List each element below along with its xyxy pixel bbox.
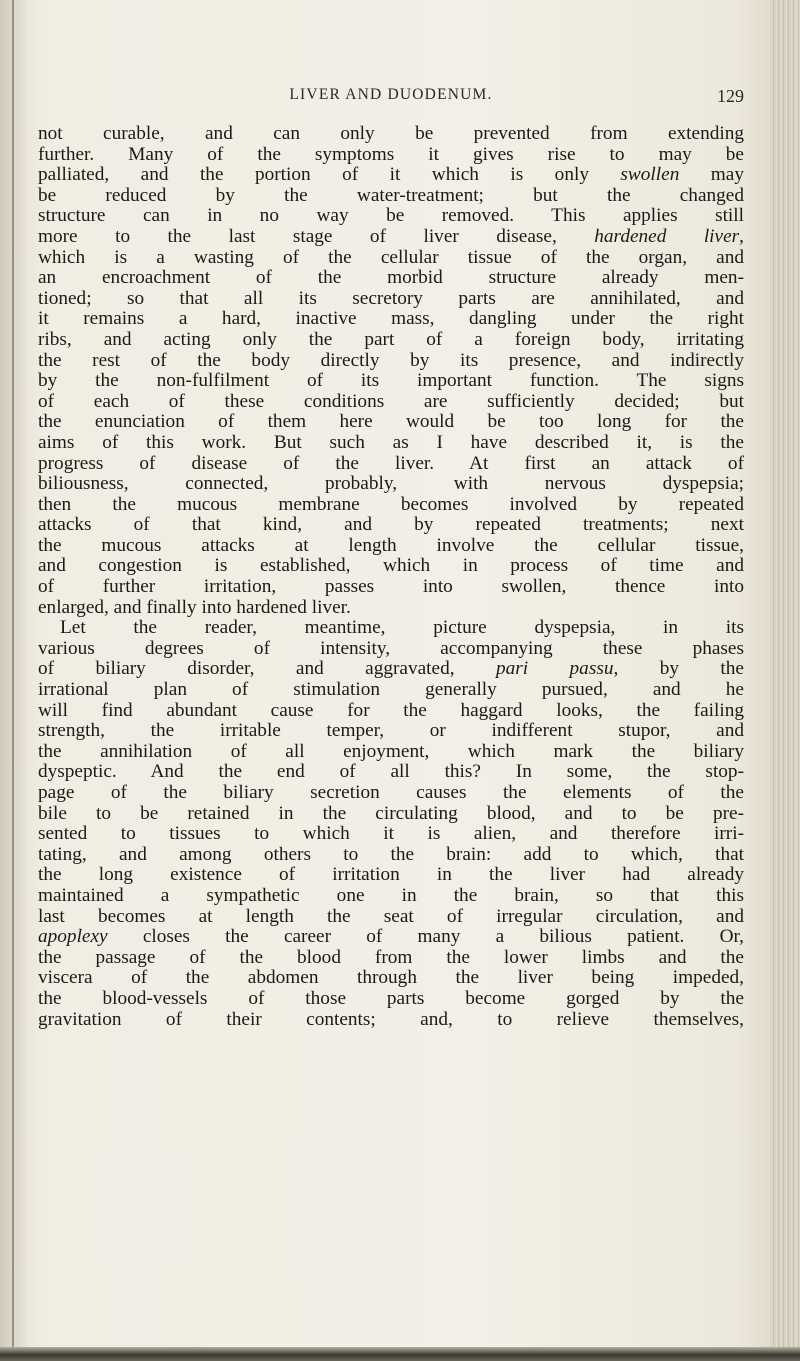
line-text: the annihilation of all enjoyment, which mark the biliary [38,741,744,762]
line-text: will find abundant cause for the haggard looks, the failing [38,700,744,721]
text-line [38,515,744,536]
text-line [38,145,744,166]
text-line [38,824,744,845]
text-line [38,618,744,639]
line-text: ribs, and acting only the part of a foreign body, irritating [38,329,744,350]
text-line [38,309,744,330]
line-text: various degrees of intensity, accompanying these phases [38,638,744,659]
line-text: which is a wasting of the cellular tissue of the organ, and [38,247,744,268]
line-text: structure can in no way be removed. This applies still [38,206,744,227]
text-line [38,206,744,227]
text-line [38,701,744,722]
line-text-continued: , by the [613,659,744,680]
text-line [38,659,744,680]
text-line [38,495,744,516]
text-line [38,948,744,969]
line-text: last becomes at length the seat of irregular circulation, and [38,906,744,927]
text-line [38,165,744,186]
line-text: tioned; so that all its secretory parts are annihilated, and [38,288,744,309]
line-text: bile to be retained in the circulating blood, and to be pre- [38,803,744,824]
text-line [38,268,744,289]
text-line [38,804,744,825]
page-edges [770,0,800,1361]
line-text: the mucous attacks at length involve the cellular tissue, [38,535,744,556]
line-text: further. Many of the symptoms it gives rise to may be [38,144,744,165]
text-line [38,1010,744,1031]
italic-phrase: swollen [620,165,680,186]
line-text: dyspeptic. And the end of all this? In some, the stop- [38,762,744,783]
line-text: an encroachment of the morbid structure already men- [38,268,744,289]
line-text: gravitation of their contents; and, to relieve themselves, [38,1009,744,1030]
line-text: the rest of the body directly by its presence, and indirectly [38,350,744,371]
text-line [38,886,744,907]
line-text: palliated, and the portion of it which is only [38,165,621,186]
italic-phrase: hardened liver [594,226,740,247]
line-text: not curable, and can only be prevented from extending [38,124,744,144]
text-line [38,454,744,475]
line-text: the passage of the blood from the lower limbs and the [38,947,744,968]
text-line [38,865,744,886]
line-text: attacks of that kind, and by repeated treatments; next [38,515,744,536]
italic-phrase: apoplexy [38,927,108,948]
text-line [38,124,744,145]
line-text: aims of this work. But such as I have described it, is the [38,432,744,453]
line-text: more to the last stage of liver disease, [38,226,595,247]
text-line [38,783,744,804]
text-line [38,721,744,742]
line-text-continued: may [679,165,744,186]
line-text: of each of these conditions are sufficiently decided; but [38,391,744,412]
text-line [38,227,744,248]
line-text: then the mucous membrane becomes involved by repeated [38,494,744,515]
line-text: maintained a sympathetic one in the brain, so that this [38,885,744,906]
italic-phrase: pari passu [495,659,614,680]
line-text: page of the biliary secretion causes the elements of the [38,783,744,803]
text-line [38,845,744,866]
text-line [38,392,744,413]
text-line [38,968,744,989]
text-line [38,186,744,207]
line-text: irrational plan of stimulation generally pursued, and he [38,680,744,701]
text-line [38,474,744,495]
line-text: of further irritation, passes into swollen, thence into [38,577,744,598]
line-text: the long existence of irritation in the liver had already [38,865,744,886]
line-text-continued: , [739,226,744,247]
text-line [38,989,744,1010]
text-line [38,742,744,763]
text-line [38,762,744,783]
line-text: strength, the irritable temper, or indifferent stupor, and [38,721,744,742]
running-head: LIVER AND DUODENUM. [289,86,493,103]
text-line [38,433,744,454]
page-header [38,86,744,110]
text-line [38,927,744,948]
text-line [38,536,744,557]
line-text: of biliary disorder, and aggravated, [38,659,496,680]
text-line [38,577,744,598]
line-text: progress of disease of the liver. At first an attack of [38,453,744,474]
line-text: tating, and among others to the brain: add to which, that [38,844,744,865]
line-text: biliousness, connected, probably, with nervous dyspepsia; [38,474,744,495]
book-gutter [0,0,26,1361]
text-line [38,351,744,372]
text-line [38,598,744,619]
text-line [38,289,744,310]
text-line [38,371,744,392]
line-text: Let the reader, meantime, picture dyspepsia, in its [60,618,744,639]
line-text: sented to tissues to which it is alien, and therefore irri- [38,824,744,845]
line-text: the blood-vessels of those parts become gorged by the [38,988,744,1009]
body-text [38,124,744,1030]
line-text: enlarged, and finally into hardened liver. [38,597,351,618]
line-text: be reduced by the water-treatment; but the changed [38,185,744,206]
page-bottom-edge [0,1347,800,1361]
text-line [38,412,744,433]
line-text: the enunciation of them here would be too long for the [38,412,744,433]
text-line [38,556,744,577]
line-text: it remains a hard, inactive mass, dangling under the right [38,309,744,330]
text-line [38,907,744,928]
page-number: 129 [717,86,744,106]
line-text: by the non-fulfilment of its important function. The signs [38,371,744,392]
line-text: and congestion is established, which in process of time and [38,556,744,577]
text-line [38,248,744,269]
text-line [38,639,744,660]
text-line [38,680,744,701]
line-text: viscera of the abdomen through the liver being impeded, [38,968,744,989]
line-text-continued: closes the career of many a bilious patient. Or, [107,927,744,948]
text-line [38,330,744,351]
